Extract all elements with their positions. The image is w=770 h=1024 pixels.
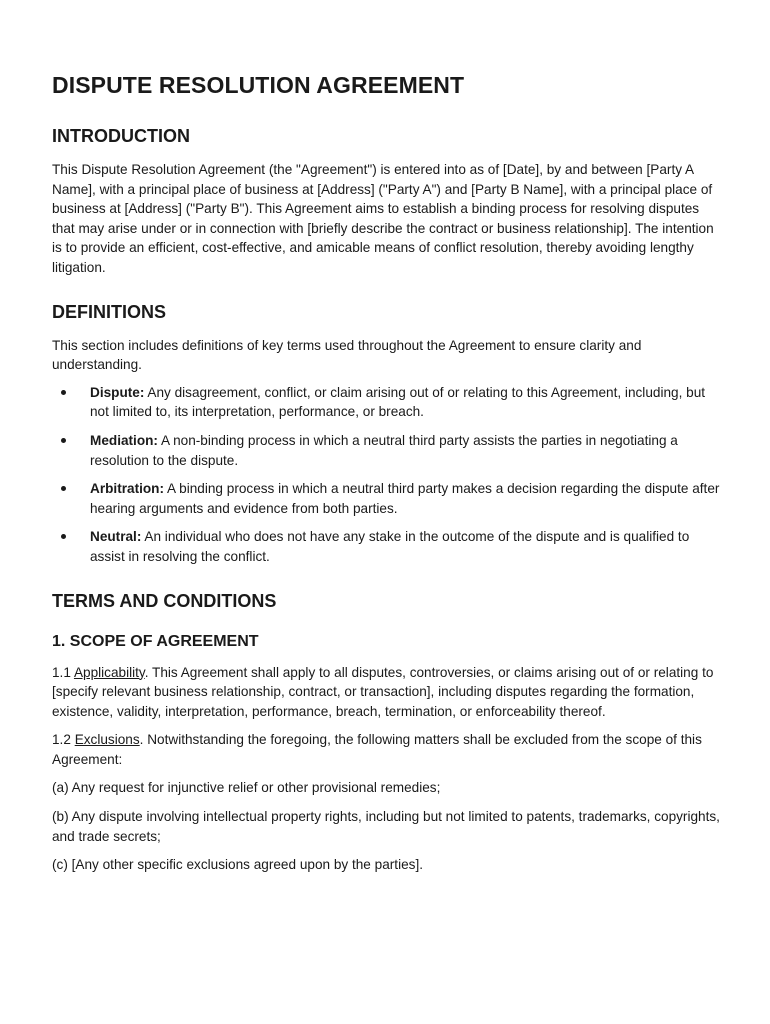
exclusion-b: (b) Any dispute involving intellectual property rights, including but not limited to patents, trademarks, copyrights, and trade secrets; — [52, 809, 720, 844]
definitions-heading: DEFINITIONS — [52, 301, 167, 322]
clause-label-exclusions: Exclusions — [74, 732, 140, 748]
bullet-icon — [61, 438, 66, 443]
document-title: DISPUTE RESOLUTION AGREEMENT — [52, 72, 465, 98]
scope-heading: 1. SCOPE OF AGREEMENT — [52, 632, 259, 650]
clause-text: . This Agreement shall apply to all disputes, controversies, or claims arising out of or relating to [specify relevant business relationship, contract, or transaction], including disputes regarding the formation, existence, validity, interpretation, performance, breach, termination, or enforceability thereof. — [52, 664, 714, 719]
bullet-icon — [61, 486, 66, 491]
definition-item-neutral — [52, 527, 720, 566]
clause-label-applicability: Applicability — [73, 664, 145, 680]
bullet-icon — [61, 534, 66, 539]
clause-text: . Notwithstanding the foregoing, the following matters shall be excluded from the scope of this Agreement: — [52, 732, 702, 767]
clause-1-1 — [52, 663, 720, 722]
definitions-list — [52, 383, 720, 567]
clause-number: 1.1 — [52, 664, 74, 680]
definition-term: Dispute: — [90, 384, 145, 400]
terms-heading: TERMS AND CONDITIONS — [52, 590, 277, 611]
exclusion-a: (a) Any request for injunctive relief or other provisional remedies; — [52, 780, 441, 796]
definition-term: Arbitration: — [90, 481, 165, 497]
definition-text: A binding process in which a neutral third party makes a decision regarding the dispute after hearing arguments and evidence from both parties. — [90, 481, 720, 516]
definition-term: Neutral: — [90, 529, 142, 545]
introduction-text: This Dispute Resolution Agreement (the "Agreement") is entered into as of [Date], by and between [Party A Name], with a principal place of business at [Address] ("Party A") and [Party B Name], with a principal place of business at [Address] ("Party B"). This Agreement aims to establish a binding process for resolving disputes that may arise under or in connection with [briefly describe the contract or business relationship]. The intention is to provide an efficient, cost-effective, and amicable means of conflict resolution, thereby avoiding lengthy litigation. — [52, 162, 714, 275]
exclusion-c: (c) [Any other specific exclusions agreed upon by the parties]. — [52, 857, 424, 873]
clause-1-2 — [52, 730, 720, 769]
clause-number: 1.2 — [52, 732, 75, 748]
definition-item-arbitration — [52, 479, 720, 518]
bullet-icon — [61, 390, 66, 395]
introduction-heading: INTRODUCTION — [52, 126, 190, 146]
definition-text: Any disagreement, conflict, or claim arising out of or relating to this Agreement, including, but not limited to, its interpretation, performance, or breach. — [90, 384, 706, 420]
definitions-lead: This section includes definitions of key terms used throughout the Agreement to ensure clarity and understanding. — [52, 337, 642, 373]
definition-item-dispute — [52, 383, 720, 422]
definition-text: A non-binding process in which a neutral third party assists the parties in negotiating a resolution to the dispute. — [90, 432, 678, 468]
definition-item-mediation — [52, 431, 720, 470]
definition-text: An individual who does not have any stake in the outcome of the dispute and is qualified to assist in resolving the conflict. — [90, 529, 690, 564]
definition-term: Mediation: — [90, 432, 158, 448]
